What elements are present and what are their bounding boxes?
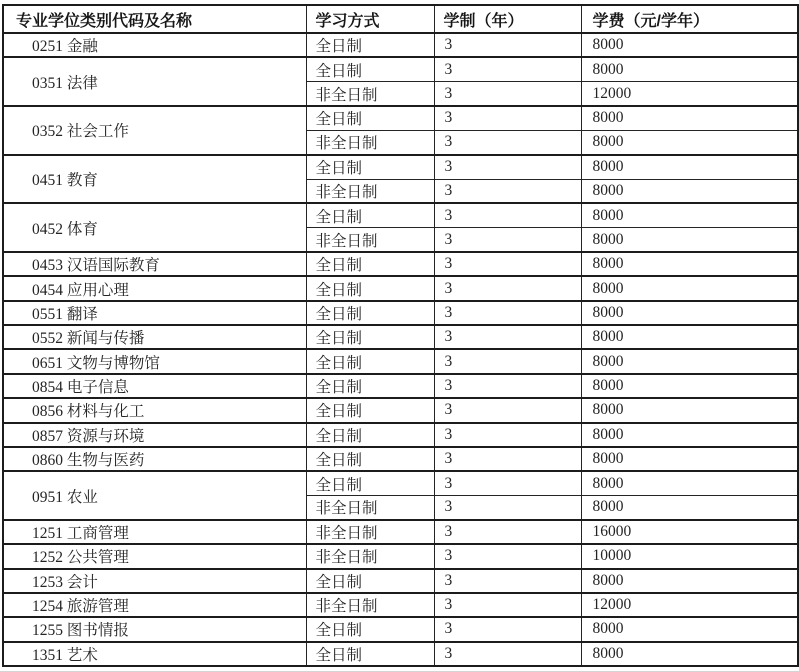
study-mode-cell: 非全日制 — [306, 496, 434, 520]
category-name-cell: 0854 电子信息 — [3, 374, 306, 398]
fee-table-body — [3, 33, 798, 666]
tuition-cell: 8000 — [581, 325, 798, 349]
table-row — [3, 471, 798, 495]
degree-fee-table — [2, 4, 799, 667]
tuition-cell: 8000 — [581, 276, 798, 300]
table-row — [3, 106, 798, 130]
duration-cell: 3 — [434, 228, 581, 252]
tuition-cell: 8000 — [581, 374, 798, 398]
duration-cell: 3 — [434, 179, 581, 203]
tuition-cell: 8000 — [581, 252, 798, 276]
header-tuition-fee: 学费（元/学年） — [581, 5, 798, 33]
duration-cell: 3 — [434, 398, 581, 422]
tuition-cell: 8000 — [581, 471, 798, 495]
duration-cell: 3 — [434, 252, 581, 276]
duration-cell: 3 — [434, 569, 581, 593]
tuition-cell: 8000 — [581, 301, 798, 325]
duration-cell: 3 — [434, 276, 581, 300]
table-row — [3, 252, 798, 276]
duration-cell: 3 — [434, 617, 581, 641]
category-name-cell: 0651 文物与博物馆 — [3, 349, 306, 373]
category-name-cell: 0453 汉语国际教育 — [3, 252, 306, 276]
category-name-cell: 0552 新闻与传播 — [3, 325, 306, 349]
study-mode-cell: 全日制 — [306, 398, 434, 422]
category-name-cell: 1251 工商管理 — [3, 520, 306, 544]
tuition-cell: 8000 — [581, 57, 798, 81]
study-mode-cell: 全日制 — [306, 374, 434, 398]
table-row — [3, 617, 798, 641]
tuition-cell: 8000 — [581, 130, 798, 154]
duration-cell: 3 — [434, 82, 581, 106]
category-name-cell: 0856 材料与化工 — [3, 398, 306, 422]
study-mode-cell: 全日制 — [306, 325, 434, 349]
tuition-cell: 8000 — [581, 398, 798, 422]
study-mode-cell: 非全日制 — [306, 520, 434, 544]
duration-cell: 3 — [434, 544, 581, 568]
table-row — [3, 520, 798, 544]
table-row — [3, 593, 798, 617]
category-name-cell: 0351 法律 — [3, 57, 306, 106]
tuition-cell: 8000 — [581, 569, 798, 593]
study-mode-cell: 非全日制 — [306, 130, 434, 154]
study-mode-cell: 非全日制 — [306, 544, 434, 568]
header-category: 专业学位类别代码及名称 — [3, 5, 306, 33]
duration-cell: 3 — [434, 33, 581, 57]
study-mode-cell: 全日制 — [306, 203, 434, 227]
header-row — [3, 5, 798, 33]
header-study-mode: 学习方式 — [306, 5, 434, 33]
tuition-cell: 8000 — [581, 33, 798, 57]
tuition-cell: 8000 — [581, 423, 798, 447]
study-mode-cell: 全日制 — [306, 252, 434, 276]
duration-cell: 3 — [434, 374, 581, 398]
category-name-cell: 0251 金融 — [3, 33, 306, 57]
duration-cell: 3 — [434, 203, 581, 227]
table-row — [3, 276, 798, 300]
category-name-cell: 1255 图书情报 — [3, 617, 306, 641]
table-row — [3, 33, 798, 57]
table-row — [3, 349, 798, 373]
tuition-cell: 8000 — [581, 349, 798, 373]
category-name-cell: 1351 艺术 — [3, 642, 306, 666]
tuition-cell: 10000 — [581, 544, 798, 568]
study-mode-cell: 全日制 — [306, 301, 434, 325]
table-row — [3, 642, 798, 666]
tuition-cell: 8000 — [581, 447, 798, 471]
study-mode-cell: 全日制 — [306, 471, 434, 495]
tuition-cell: 12000 — [581, 82, 798, 106]
study-mode-cell: 非全日制 — [306, 228, 434, 252]
study-mode-cell: 全日制 — [306, 155, 434, 179]
table-row — [3, 325, 798, 349]
study-mode-cell: 全日制 — [306, 447, 434, 471]
duration-cell: 3 — [434, 496, 581, 520]
tuition-cell: 8000 — [581, 228, 798, 252]
table-row — [3, 569, 798, 593]
duration-cell: 3 — [434, 57, 581, 81]
duration-cell: 3 — [434, 423, 581, 447]
tuition-cell: 8000 — [581, 642, 798, 666]
tuition-cell: 8000 — [581, 496, 798, 520]
category-name-cell: 0451 教育 — [3, 155, 306, 204]
study-mode-cell: 全日制 — [306, 349, 434, 373]
category-name-cell: 0454 应用心理 — [3, 276, 306, 300]
table-row — [3, 423, 798, 447]
duration-cell: 3 — [434, 301, 581, 325]
table-row — [3, 301, 798, 325]
duration-cell: 3 — [434, 325, 581, 349]
header-duration-years: 学制（年） — [434, 5, 581, 33]
study-mode-cell: 非全日制 — [306, 593, 434, 617]
duration-cell: 3 — [434, 642, 581, 666]
tuition-cell: 8000 — [581, 106, 798, 130]
table-row — [3, 203, 798, 227]
table-row — [3, 374, 798, 398]
study-mode-cell: 全日制 — [306, 569, 434, 593]
duration-cell: 3 — [434, 155, 581, 179]
duration-cell: 3 — [434, 349, 581, 373]
table-row — [3, 155, 798, 179]
table-row — [3, 57, 798, 81]
study-mode-cell: 全日制 — [306, 423, 434, 447]
duration-cell: 3 — [434, 593, 581, 617]
study-mode-cell: 全日制 — [306, 106, 434, 130]
tuition-cell: 8000 — [581, 203, 798, 227]
tuition-cell: 8000 — [581, 155, 798, 179]
table-row — [3, 398, 798, 422]
study-mode-cell: 非全日制 — [306, 179, 434, 203]
duration-cell: 3 — [434, 130, 581, 154]
duration-cell: 3 — [434, 106, 581, 130]
study-mode-cell: 全日制 — [306, 642, 434, 666]
study-mode-cell: 全日制 — [306, 33, 434, 57]
category-name-cell: 1252 公共管理 — [3, 544, 306, 568]
table-header — [3, 5, 798, 33]
category-name-cell: 0452 体育 — [3, 203, 306, 252]
category-name-cell: 1254 旅游管理 — [3, 593, 306, 617]
table-row — [3, 447, 798, 471]
tuition-cell: 8000 — [581, 617, 798, 641]
duration-cell: 3 — [434, 520, 581, 544]
tuition-cell: 16000 — [581, 520, 798, 544]
table-row — [3, 544, 798, 568]
duration-cell: 3 — [434, 471, 581, 495]
tuition-cell: 8000 — [581, 179, 798, 203]
category-name-cell: 1253 会计 — [3, 569, 306, 593]
study-mode-cell: 全日制 — [306, 276, 434, 300]
category-name-cell: 0860 生物与医药 — [3, 447, 306, 471]
duration-cell: 3 — [434, 447, 581, 471]
category-name-cell: 0857 资源与环境 — [3, 423, 306, 447]
study-mode-cell: 全日制 — [306, 57, 434, 81]
study-mode-cell: 全日制 — [306, 617, 434, 641]
category-name-cell: 0551 翻译 — [3, 301, 306, 325]
category-name-cell: 0951 农业 — [3, 471, 306, 520]
study-mode-cell: 非全日制 — [306, 82, 434, 106]
tuition-cell: 12000 — [581, 593, 798, 617]
category-name-cell: 0352 社会工作 — [3, 106, 306, 155]
